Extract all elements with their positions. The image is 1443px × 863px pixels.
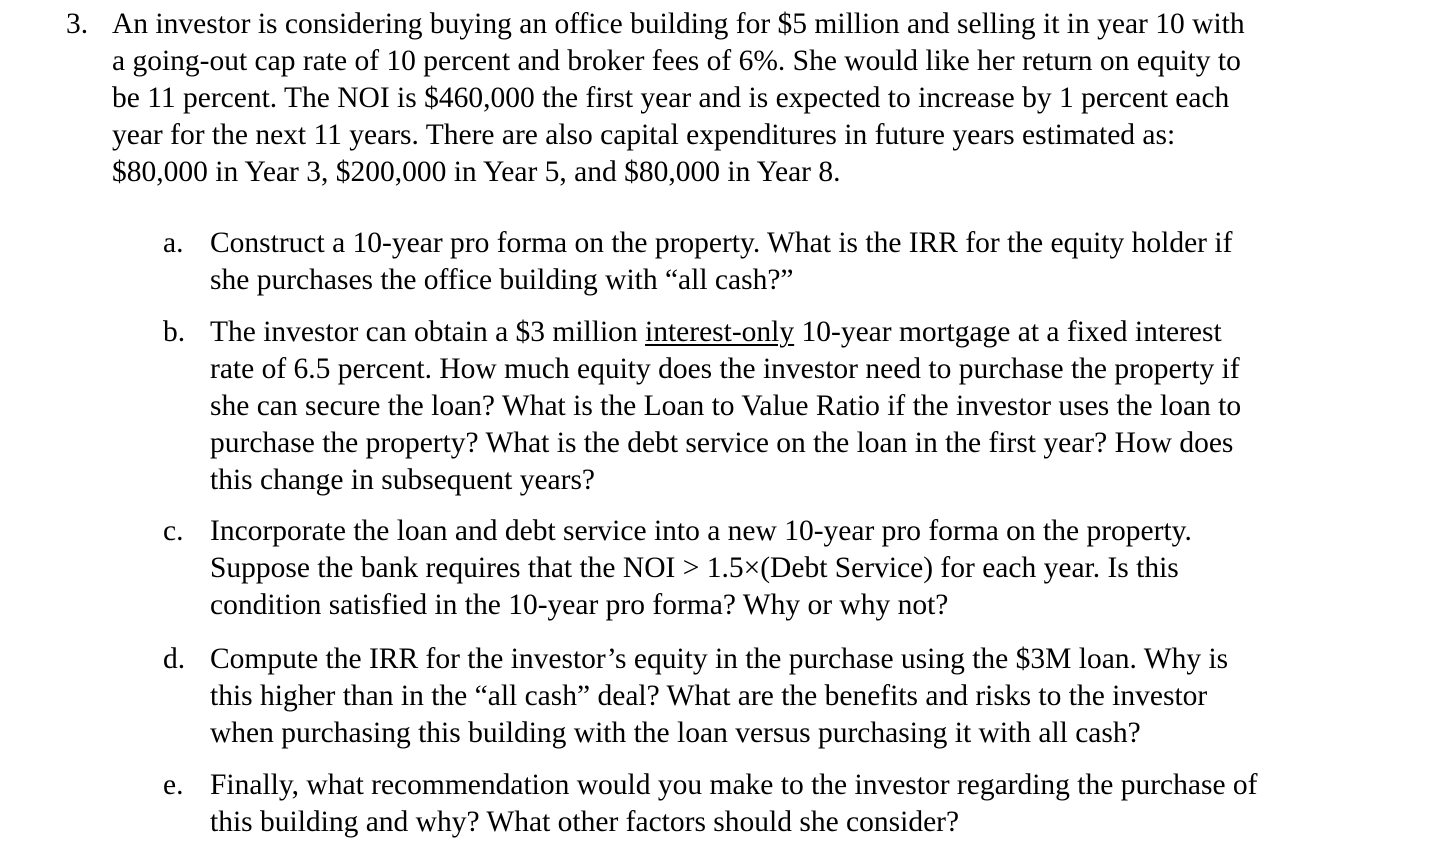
part-line: rate of 6.5 percent. How much equity does the investor need to purchase the property if [210, 353, 1240, 385]
problem-line: a going-out cap rate of 10 percent and broker fees of 6%. She would like her return on equity to [112, 45, 1241, 77]
part-a-text [210, 225, 1400, 299]
problem-line: An investor is considering buying an office building for $5 million and selling it in year 10 with [112, 8, 1245, 40]
problem-line: year for the next 11 years. There are also capital expenditures in future years estimated as: [112, 119, 1176, 151]
part-label: a. [163, 227, 184, 259]
problem-statement [112, 6, 1402, 191]
problem-line: $80,000 in Year 3, $200,000 in Year 5, and $80,000 in Year 8. [112, 156, 841, 188]
part-line: purchase the property? What is the debt service on the loan in the first year? How does [210, 427, 1234, 459]
part-line: condition satisfied in the 10-year pro forma? Why or why not? [210, 589, 949, 621]
part-b [163, 314, 1403, 499]
part-e-text [210, 767, 1400, 841]
part-line: this change in subsequent years? [210, 464, 596, 496]
part-line: Compute the IRR for the investor’s equity in the purchase using the $3M loan. Why is [210, 643, 1229, 675]
part-a [163, 225, 1403, 299]
part-line: Construct a 10-year pro forma on the property. What is the IRR for the equity holder if [210, 227, 1233, 259]
problem-line: be 11 percent. The NOI is $460,000 the first year and is expected to increase by 1 percent each [112, 82, 1230, 114]
part-b-line1-end: 10-year mortgage at a fixed interest [794, 316, 1222, 348]
problem-number: 3. [66, 8, 89, 40]
interest-only-underlined: interest-only [645, 316, 795, 348]
part-line: this higher than in the “all cash” deal? What are the benefits and risks to the investor [210, 680, 1208, 712]
part-e [163, 767, 1403, 841]
part-line: she purchases the office building with “all cash?” [210, 264, 794, 296]
part-c-text [210, 513, 1400, 624]
part-line: this building and why? What other factors should she consider? [210, 806, 960, 838]
part-label: c. [163, 515, 184, 547]
part-line: Incorporate the loan and debt service into a new 10-year pro forma on the property. [210, 515, 1192, 547]
problem-3 [66, 6, 1406, 191]
part-d [163, 641, 1403, 752]
part-label: b. [163, 316, 186, 348]
part-b-text [210, 314, 1400, 499]
part-label: d. [163, 643, 186, 675]
part-d-text [210, 641, 1400, 752]
part-line [210, 314, 1400, 351]
part-c [163, 513, 1403, 624]
part-line: she can secure the loan? What is the Loan to Value Ratio if the investor uses the loan to [210, 390, 1242, 422]
part-b-line1-start: The investor can obtain a $3 million [210, 316, 646, 348]
part-line: when purchasing this building with the loan versus purchasing it with all cash? [210, 717, 1141, 749]
part-line: Suppose the bank requires that the NOI > 1.5×(Debt Service) for each year. Is this [210, 552, 1179, 584]
part-line: Finally, what recommendation would you make to the investor regarding the purchase of [210, 769, 1258, 801]
part-label: e. [163, 769, 184, 801]
